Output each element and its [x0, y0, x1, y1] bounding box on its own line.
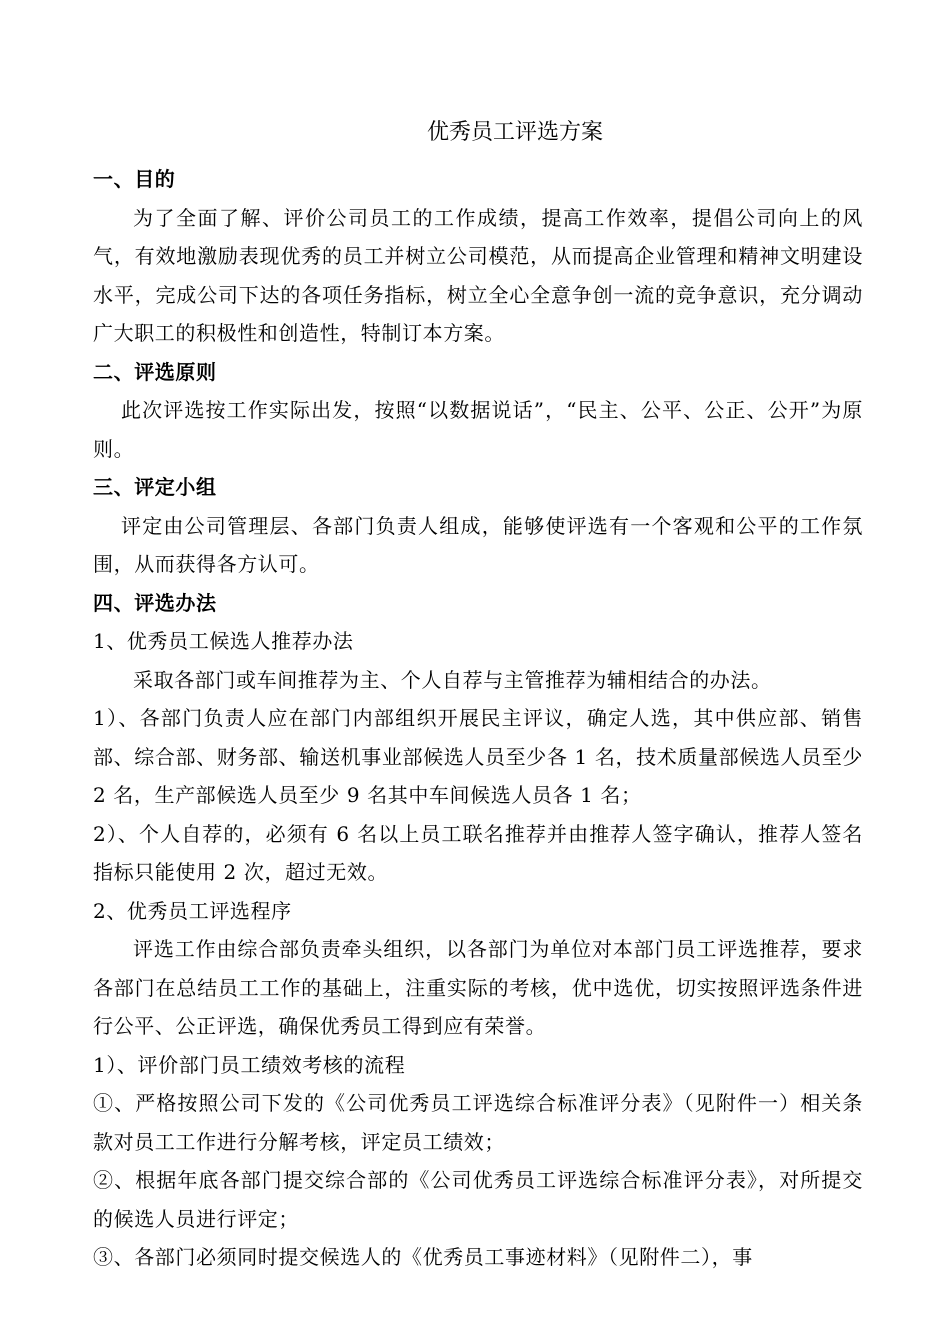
- list-item-step-3: ③、各部门必须同时提交候选人的《优秀员工事迹材料》（见附件二），事: [93, 1245, 753, 1269]
- subheading-nomination: 1、优秀员工候选人推荐办法: [93, 629, 354, 653]
- section-heading-principles: 二、评选原则: [93, 359, 217, 384]
- paragraph-purpose: 为了全面了解、评价公司员工的工作成绩，提高工作效率，提倡公司向上的风气，有效地激励表现优秀的员工并树立公司模范，从而提高企业管理和精神文明建设水平，完成公司下达的各项任务指标，树立全心全意争创一流的竞争意识，充分调动广大职工的积极性和创造性，特制订本方案。: [93, 205, 863, 345]
- section-heading-purpose: 一、目的: [93, 167, 176, 191]
- list-item-step-2: ②、根据年底各部门提交综合部的《公司优秀员工评选综合标准评分表》，对所提交的候选人员进行评定；: [93, 1168, 863, 1231]
- list-item-department-nomination: 1）、各部门负责人应在部门内部组织开展民主评议，确定人选，其中供应部、销售部、综合部、财务部、输送机事业部候选人员至少各 1 名，技术质量部候选人员至少 2 名，生产部候选人员至少 9 名其中车间候选人员各 1 名；: [93, 706, 863, 807]
- list-item-step-1: ①、严格按照公司下发的《公司优秀员工评选综合标准评分表》（见附件一）相关条款对员工工作进行分解考核，评定员工绩效；: [93, 1091, 863, 1154]
- paragraph-principles: 此次评选按工作实际出发，按照“以数据说话”，“民主、公平、公正、公开”为原则。: [93, 398, 863, 461]
- paragraph-nomination: 采取各部门或车间推荐为主、个人自荐与主管推荐为辅相结合的办法。: [133, 667, 772, 692]
- list-item-evaluation-flow: 1）、评价部门员工绩效考核的流程: [93, 1052, 406, 1077]
- subheading-procedure: 2、优秀员工评选程序: [93, 898, 292, 923]
- paragraph-procedure: 评选工作由综合部负责牵头组织，以各部门为单位对本部门员工评选推荐，要求各部门在总结员工工作的基础上，注重实际的考核，优中选优，切实按照评选条件进行公平、公正评选，确保优秀员工得到应有荣誉。: [93, 937, 863, 1038]
- list-item-self-nomination: 2）、个人自荐的，必须有 6 名以上员工联名推荐并由推荐人签字确认，推荐人签名指标只能使用 2 次，超过无效。: [93, 821, 863, 884]
- paragraph-committee: 评定由公司管理层、各部门负责人组成，能够使评选有一个客观和公平的工作氛围，从而获得各方认可。: [93, 513, 863, 576]
- document-body: [93, 160, 863, 1277]
- section-heading-methods: 四、评选办法: [93, 590, 217, 615]
- document-title: 优秀员工评选方案: [426, 120, 603, 145]
- section-heading-committee: 三、评定小组: [93, 475, 217, 499]
